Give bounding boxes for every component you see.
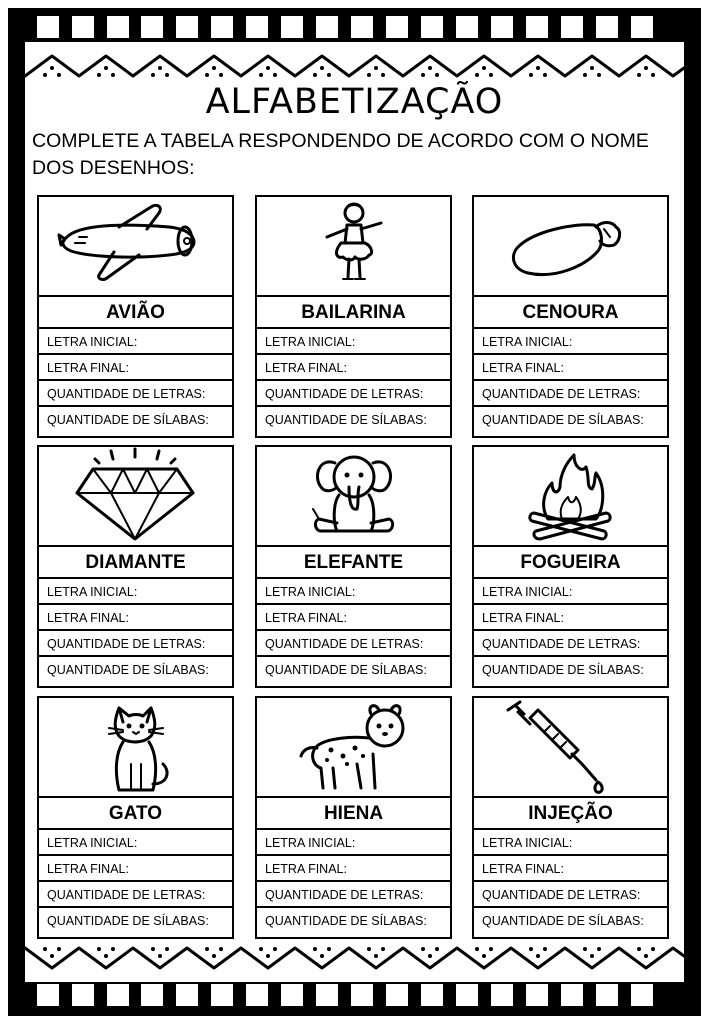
final-letter-field[interactable]: LETRA FINAL: [257, 605, 450, 631]
initial-letter-field[interactable]: LETRA INICIAL: [474, 329, 667, 355]
initial-letter-field[interactable]: LETRA INICIAL: [39, 329, 232, 355]
card-diamante [37, 445, 234, 688]
elephant-icon [257, 447, 450, 545]
card-cenoura [472, 195, 669, 438]
top-square-strip [0, 16, 709, 40]
syllable-count-field[interactable]: QUANTIDADE DE SÍLABAS: [265, 413, 427, 427]
syllable-count-field[interactable]: QUANTIDADE DE SÍLABAS: [265, 663, 427, 677]
ballerina-icon [257, 197, 450, 295]
card-injecao [472, 696, 669, 939]
syllable-count-field[interactable]: QUANTIDADE DE SÍLABAS: [47, 914, 209, 928]
letter-count-field[interactable]: QUANTIDADE DE LETRAS: [474, 381, 667, 407]
letter-count-field[interactable]: QUANTIDADE DE LETRAS: [39, 381, 232, 407]
final-letter-field[interactable]: LETRA FINAL: [257, 856, 450, 882]
card-bailarina [255, 195, 452, 438]
letter-count-field[interactable]: QUANTIDADE DE LETRAS: [39, 631, 232, 657]
card-hiena [255, 696, 452, 939]
word-label: BAILARINA [257, 295, 450, 329]
final-letter-field[interactable]: LETRA FINAL: [39, 355, 232, 381]
syllable-count-field[interactable]: QUANTIDADE DE SÍLABAS: [265, 914, 427, 928]
initial-letter-field[interactable]: LETRA INICIAL: [39, 579, 232, 605]
word-label: HIENA [257, 796, 450, 830]
final-letter-field[interactable]: LETRA FINAL: [39, 605, 232, 631]
page-title: ALFABETIZAÇÃO [205, 82, 504, 122]
syllable-count-field[interactable]: QUANTIDADE DE SÍLABAS: [482, 914, 644, 928]
letter-count-field[interactable]: QUANTIDADE DE LETRAS: [474, 882, 667, 908]
letter-count-field[interactable]: QUANTIDADE DE LETRAS: [257, 381, 450, 407]
instruction-text: COMPLETE A TABELA RESPONDENDO DE ACORDO COM O NOME DOS DESENHOS: [32, 130, 649, 179]
initial-letter-field[interactable]: LETRA INICIAL: [39, 830, 232, 856]
card-fogueira [472, 445, 669, 688]
initial-letter-field[interactable]: LETRA INICIAL: [474, 830, 667, 856]
initial-letter-field[interactable]: LETRA INICIAL: [257, 329, 450, 355]
card-aviao [37, 195, 234, 438]
final-letter-field[interactable]: LETRA FINAL: [474, 355, 667, 381]
letter-count-field[interactable]: QUANTIDADE DE LETRAS: [474, 631, 667, 657]
syllable-count-field[interactable]: QUANTIDADE DE SÍLABAS: [482, 413, 644, 427]
word-label: AVIÃO [39, 295, 232, 329]
final-letter-field[interactable]: LETRA FINAL: [474, 856, 667, 882]
airplane-icon [39, 197, 232, 295]
word-label: CENOURA [474, 295, 667, 329]
word-label: GATO [39, 796, 232, 830]
card-elefante [255, 445, 452, 688]
card-gato [37, 696, 234, 939]
initial-letter-field[interactable]: LETRA INICIAL: [474, 579, 667, 605]
syllable-count-field[interactable]: QUANTIDADE DE SÍLABAS: [47, 413, 209, 427]
letter-count-field[interactable]: QUANTIDADE DE LETRAS: [39, 882, 232, 908]
bonfire-icon [474, 447, 667, 545]
letter-count-field[interactable]: QUANTIDADE DE LETRAS: [257, 631, 450, 657]
syllable-count-field[interactable]: QUANTIDADE DE SÍLABAS: [482, 663, 644, 677]
diamond-icon [39, 447, 232, 545]
cat-icon [39, 698, 232, 796]
final-letter-field[interactable]: LETRA FINAL: [474, 605, 667, 631]
word-label: ELEFANTE [257, 545, 450, 579]
carrot-icon [474, 197, 667, 295]
word-label: FOGUEIRA [474, 545, 667, 579]
letter-count-field[interactable]: QUANTIDADE DE LETRAS: [257, 882, 450, 908]
word-label: INJEÇÃO [474, 796, 667, 830]
word-label: DIAMANTE [39, 545, 232, 579]
syringe-icon [474, 698, 667, 796]
final-letter-field[interactable]: LETRA FINAL: [39, 856, 232, 882]
bottom-square-strip [0, 984, 709, 1008]
initial-letter-field[interactable]: LETRA INICIAL: [257, 830, 450, 856]
hyena-icon [257, 698, 450, 796]
final-letter-field[interactable]: LETRA FINAL: [257, 355, 450, 381]
initial-letter-field[interactable]: LETRA INICIAL: [257, 579, 450, 605]
syllable-count-field[interactable]: QUANTIDADE DE SÍLABAS: [47, 663, 209, 677]
